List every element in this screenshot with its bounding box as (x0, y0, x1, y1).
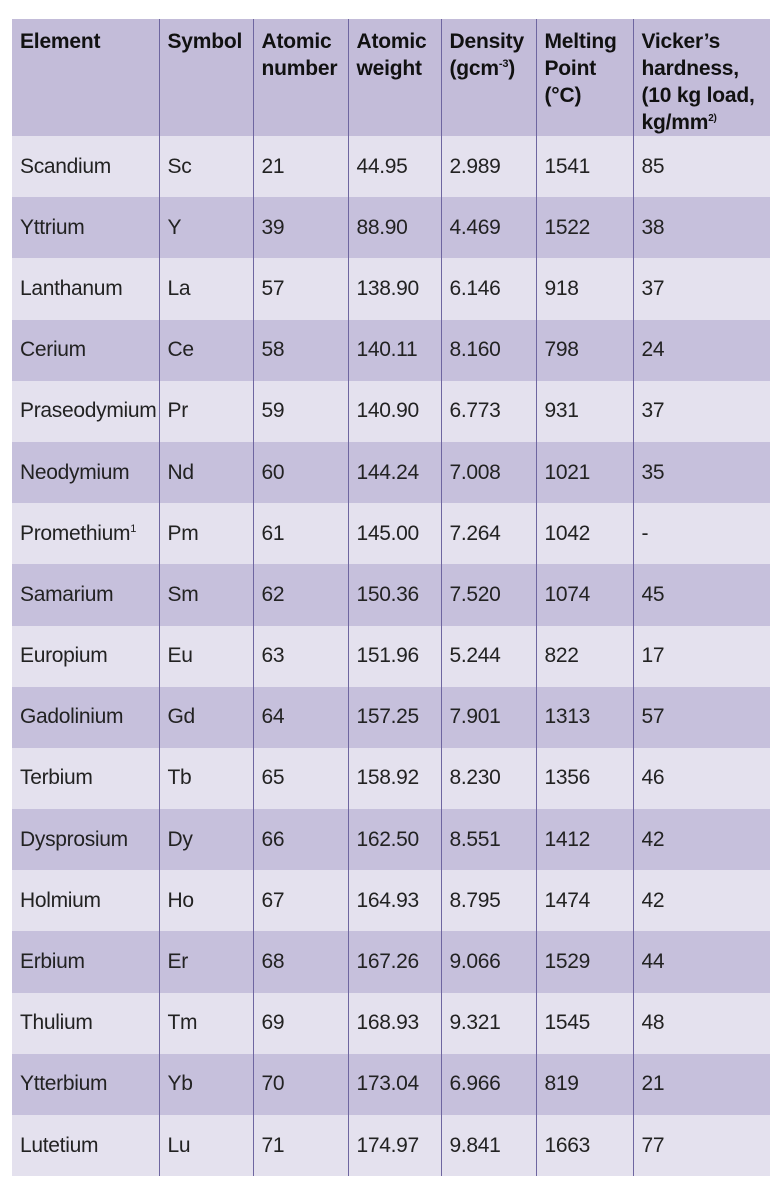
melting-point-cell-text: 1356 (544, 766, 591, 790)
density-cell-text: 7.008 (449, 460, 501, 484)
density-cell-text: 8.230 (449, 766, 501, 790)
symbol-cell (159, 197, 253, 258)
density-cell (441, 503, 536, 564)
hardness-cell-text: 21 (641, 1072, 665, 1096)
melting-point-cell (536, 687, 633, 748)
hardness-cell (633, 564, 770, 625)
symbol-cell-text: Ho (167, 888, 194, 912)
melting-point-cell-text: 1541 (544, 154, 591, 178)
density-cell-text: 8.551 (449, 827, 501, 851)
hardness-cell (633, 626, 770, 687)
symbol-cell-text: Gd (167, 705, 195, 729)
atomic-weight-cell (348, 809, 441, 870)
melting-point-cell-text: 1412 (544, 827, 591, 851)
density-cell (441, 197, 536, 258)
atomic-weight-cell (348, 931, 441, 992)
element-cell (12, 258, 159, 319)
melting-point-cell (536, 809, 633, 870)
atomic-weight-cell-text: 44.95 (356, 154, 408, 178)
atomic-number-cell (253, 687, 348, 748)
header-density-unit: (gcm (449, 57, 499, 80)
atomic-number-cell-text: 63 (261, 644, 285, 668)
atomic-weight-cell-text: 164.93 (356, 888, 419, 912)
atomic-weight-cell-text: 140.11 (356, 338, 418, 362)
density-cell (441, 136, 536, 197)
density-cell-text: 6.773 (449, 399, 501, 423)
table-header (12, 19, 770, 136)
hardness-cell (633, 1054, 770, 1115)
atomic-number-cell (253, 748, 348, 809)
density-cell-text: 9.841 (449, 1133, 501, 1157)
table-row (12, 687, 770, 748)
atomic-number-cell (253, 381, 348, 442)
header-hardness-line2: hardness, (641, 57, 739, 80)
element-cell-text: Thulium (20, 1011, 93, 1035)
symbol-cell-text: Eu (167, 644, 193, 668)
symbol-cell-text: Pr (167, 399, 188, 423)
melting-point-cell (536, 136, 633, 197)
symbol-cell (159, 809, 253, 870)
density-cell-text: 5.244 (449, 644, 501, 668)
symbol-cell (159, 626, 253, 687)
density-cell (441, 870, 536, 931)
atomic-weight-cell (348, 564, 441, 625)
header-melting-point-line3: (°C) (544, 84, 582, 107)
atomic-weight-cell (348, 870, 441, 931)
atomic-weight-cell-text: 144.24 (356, 460, 419, 484)
header-atomic-number-line1: Atomic (261, 30, 332, 53)
melting-point-cell-text: 798 (544, 338, 579, 362)
header-hardness-line1: Vicker’s (641, 30, 721, 53)
table-row (12, 870, 770, 931)
atomic-weight-cell (348, 1054, 441, 1115)
atomic-number-cell-text: 61 (261, 521, 285, 545)
melting-point-cell-text: 931 (544, 399, 579, 423)
hardness-cell (633, 136, 770, 197)
header-hardness-line3: (10 kg load, (641, 84, 755, 107)
density-cell-text: 9.066 (449, 950, 501, 974)
element-cell-text: Promethium (20, 521, 131, 545)
element-cell (12, 1054, 159, 1115)
melting-point-cell (536, 1115, 633, 1176)
melting-point-cell (536, 626, 633, 687)
header-melting-point-line1: Melting (544, 30, 617, 53)
density-cell-text: 8.795 (449, 888, 501, 912)
atomic-weight-cell (348, 442, 441, 503)
density-cell-text: 8.160 (449, 338, 501, 362)
symbol-cell-text: Ce (167, 338, 194, 362)
melting-point-cell-text: 1074 (544, 582, 591, 606)
density-cell (441, 993, 536, 1054)
hardness-cell-text: 42 (641, 827, 665, 851)
table-row (12, 564, 770, 625)
melting-point-cell (536, 993, 633, 1054)
melting-point-cell-text: 1545 (544, 1011, 591, 1035)
header-hardness (633, 19, 770, 136)
header-density-line1: Density (449, 30, 524, 53)
element-cell-text: Lutetium (20, 1133, 99, 1157)
rare-earth-properties-table-container (12, 19, 770, 1176)
symbol-cell (159, 258, 253, 319)
symbol-cell-text: Yb (167, 1072, 193, 1096)
density-cell (441, 687, 536, 748)
atomic-number-cell-text: 59 (261, 399, 285, 423)
table-row (12, 931, 770, 992)
table-row (12, 993, 770, 1054)
header-atomic-weight-line1: Atomic (356, 30, 427, 53)
hardness-cell (633, 931, 770, 992)
melting-point-cell-text: 1522 (544, 215, 591, 239)
element-cell (12, 381, 159, 442)
melting-point-cell (536, 1054, 633, 1115)
header-melting-point (536, 19, 633, 136)
density-cell (441, 1115, 536, 1176)
atomic-number-cell-text: 58 (261, 338, 285, 362)
table-row (12, 1115, 770, 1176)
atomic-number-cell (253, 993, 348, 1054)
header-hardness-exponent: 2) (708, 113, 717, 124)
atomic-weight-cell (348, 626, 441, 687)
density-cell-text: 6.146 (449, 276, 501, 300)
symbol-cell-text: Sm (167, 582, 199, 606)
atomic-number-cell-text: 62 (261, 582, 285, 606)
atomic-number-cell (253, 931, 348, 992)
melting-point-cell (536, 320, 633, 381)
element-cell (12, 136, 159, 197)
atomic-weight-cell-text: 138.90 (356, 276, 419, 300)
atomic-number-cell (253, 197, 348, 258)
atomic-number-cell-text: 39 (261, 215, 285, 239)
table-row (12, 136, 770, 197)
density-cell (441, 748, 536, 809)
element-cell (12, 1115, 159, 1176)
atomic-number-cell (253, 626, 348, 687)
melting-point-cell (536, 442, 633, 503)
symbol-cell (159, 1054, 253, 1115)
atomic-number-cell-text: 68 (261, 950, 285, 974)
hardness-cell-text: 46 (641, 766, 665, 790)
atomic-weight-cell (348, 258, 441, 319)
density-cell (441, 564, 536, 625)
footnote-marker: 1 (130, 522, 137, 535)
melting-point-cell-text: 1529 (544, 950, 591, 974)
symbol-cell-text: La (167, 276, 191, 300)
symbol-cell (159, 993, 253, 1054)
atomic-number-cell (253, 136, 348, 197)
table-row (12, 626, 770, 687)
element-cell-text: Terbium (20, 766, 93, 790)
atomic-number-cell-text: 71 (261, 1133, 285, 1157)
symbol-cell-text: Sc (167, 154, 192, 178)
hardness-cell-text: 42 (641, 888, 665, 912)
atomic-number-cell (253, 809, 348, 870)
element-cell (12, 748, 159, 809)
hardness-cell (633, 809, 770, 870)
hardness-cell (633, 442, 770, 503)
symbol-cell-text: Dy (167, 827, 193, 851)
hardness-cell-text: 24 (641, 338, 665, 362)
symbol-cell (159, 870, 253, 931)
hardness-cell (633, 687, 770, 748)
melting-point-cell-text: 819 (544, 1072, 579, 1096)
header-row (12, 19, 770, 136)
melting-point-cell (536, 931, 633, 992)
element-cell-text: Ytterbium (20, 1072, 108, 1096)
symbol-cell-text: Tm (167, 1011, 198, 1035)
hardness-cell (633, 1115, 770, 1176)
header-melting-point-line2: Point (544, 57, 596, 80)
element-cell-text: Gadolinium (20, 705, 124, 729)
atomic-weight-cell-text: 162.50 (356, 827, 419, 851)
atomic-number-cell-text: 70 (261, 1072, 285, 1096)
element-cell-text: Holmium (20, 888, 101, 912)
table-row (12, 381, 770, 442)
density-cell-text: 6.966 (449, 1072, 501, 1096)
density-cell (441, 442, 536, 503)
density-cell (441, 320, 536, 381)
header-hardness-line4: kg/mm (641, 111, 709, 134)
hardness-cell (633, 381, 770, 442)
element-cell-text: Neodymium (20, 460, 130, 484)
melting-point-cell-text: 1474 (544, 888, 591, 912)
atomic-number-cell (253, 1054, 348, 1115)
density-cell-text: 9.321 (449, 1011, 501, 1035)
atomic-weight-cell-text: 150.36 (356, 582, 419, 606)
density-cell-text: 7.264 (449, 521, 501, 545)
table-body (12, 136, 770, 1176)
header-atomic-weight (348, 19, 441, 136)
element-cell (12, 993, 159, 1054)
atomic-weight-cell-text: 167.26 (356, 950, 419, 974)
density-cell (441, 931, 536, 992)
atomic-number-cell (253, 870, 348, 931)
atomic-number-cell (253, 564, 348, 625)
hardness-cell-text: 45 (641, 582, 665, 606)
atomic-weight-cell (348, 687, 441, 748)
hardness-cell-text: 85 (641, 154, 665, 178)
element-cell (12, 442, 159, 503)
atomic-number-cell-text: 64 (261, 705, 285, 729)
symbol-cell (159, 442, 253, 503)
atomic-weight-cell-text: 88.90 (356, 215, 408, 239)
melting-point-cell (536, 381, 633, 442)
atomic-weight-cell-text: 173.04 (356, 1072, 419, 1096)
hardness-cell-text: - (641, 521, 649, 545)
symbol-cell (159, 931, 253, 992)
melting-point-cell (536, 564, 633, 625)
element-cell (12, 320, 159, 381)
symbol-cell-text: Er (167, 950, 188, 974)
element-cell-text: Scandium (20, 154, 111, 178)
header-density (441, 19, 536, 136)
element-cell-text: Dysprosium (20, 827, 128, 851)
symbol-cell-text: Nd (167, 460, 194, 484)
symbol-cell (159, 748, 253, 809)
element-cell-text: Erbium (20, 950, 85, 974)
header-element (12, 19, 159, 136)
header-symbol (159, 19, 253, 136)
hardness-cell (633, 197, 770, 258)
melting-point-cell-text: 1663 (544, 1133, 591, 1157)
element-cell-text: Lanthanum (20, 276, 123, 300)
header-symbol-label: Symbol (167, 30, 243, 53)
hardness-cell (633, 993, 770, 1054)
atomic-weight-cell (348, 503, 441, 564)
hardness-cell (633, 870, 770, 931)
hardness-cell (633, 503, 770, 564)
symbol-cell-text: Y (167, 215, 182, 239)
atomic-number-cell-text: 65 (261, 766, 285, 790)
element-cell-text: Yttrium (20, 215, 85, 239)
table-row (12, 1054, 770, 1115)
rare-earth-properties-table (12, 19, 770, 1176)
element-cell (12, 809, 159, 870)
element-cell (12, 626, 159, 687)
density-cell (441, 381, 536, 442)
atomic-weight-cell-text: 168.93 (356, 1011, 419, 1035)
element-cell-text: Cerium (20, 338, 86, 362)
table-row (12, 258, 770, 319)
table-row (12, 197, 770, 258)
melting-point-cell (536, 870, 633, 931)
table-row (12, 809, 770, 870)
atomic-number-cell-text: 66 (261, 827, 285, 851)
density-cell-text: 2.989 (449, 154, 501, 178)
hardness-cell-text: 37 (641, 276, 665, 300)
atomic-weight-cell (348, 320, 441, 381)
atomic-number-cell-text: 21 (261, 154, 285, 178)
symbol-cell (159, 320, 253, 381)
density-cell (441, 626, 536, 687)
melting-point-cell (536, 258, 633, 319)
symbol-cell (159, 381, 253, 442)
density-cell (441, 1054, 536, 1115)
melting-point-cell-text: 1042 (544, 521, 591, 545)
atomic-number-cell (253, 442, 348, 503)
atomic-weight-cell (348, 381, 441, 442)
hardness-cell-text: 17 (641, 644, 665, 668)
table-row (12, 320, 770, 381)
atomic-weight-cell-text: 158.92 (356, 766, 419, 790)
symbol-cell (159, 564, 253, 625)
hardness-cell-text: 77 (641, 1133, 665, 1157)
atomic-number-cell (253, 503, 348, 564)
header-density-exponent: -3 (498, 58, 509, 70)
atomic-number-cell-text: 69 (261, 1011, 285, 1035)
atomic-weight-cell (348, 1115, 441, 1176)
atomic-weight-cell (348, 136, 441, 197)
atomic-weight-cell (348, 748, 441, 809)
atomic-weight-cell-text: 140.90 (356, 399, 419, 423)
density-cell (441, 258, 536, 319)
table-row (12, 503, 770, 564)
atomic-weight-cell (348, 197, 441, 258)
atomic-number-cell (253, 1115, 348, 1176)
element-cell (12, 503, 159, 564)
atomic-number-cell-text: 57 (261, 276, 285, 300)
element-cell-text: Praseodymium (20, 399, 157, 423)
atomic-weight-cell-text: 151.96 (356, 644, 419, 668)
table-row (12, 442, 770, 503)
element-cell (12, 870, 159, 931)
symbol-cell (159, 136, 253, 197)
element-cell (12, 564, 159, 625)
melting-point-cell (536, 197, 633, 258)
melting-point-cell-text: 1021 (544, 460, 591, 484)
symbol-cell-text: Pm (167, 521, 199, 545)
element-cell-text: Europium (20, 644, 108, 668)
hardness-cell-text: 48 (641, 1011, 665, 1035)
atomic-weight-cell-text: 157.25 (356, 705, 419, 729)
header-atomic-weight-line2: weight (356, 57, 422, 80)
atomic-weight-cell-text: 174.97 (356, 1133, 419, 1157)
header-density-unit-close: ) (508, 57, 516, 80)
symbol-cell (159, 687, 253, 748)
melting-point-cell-text: 822 (544, 644, 579, 668)
element-cell (12, 687, 159, 748)
atomic-weight-cell-text: 145.00 (356, 521, 419, 545)
density-cell-text: 7.901 (449, 705, 501, 729)
atomic-weight-cell (348, 993, 441, 1054)
hardness-cell-text: 44 (641, 950, 665, 974)
atomic-number-cell (253, 320, 348, 381)
element-cell (12, 197, 159, 258)
density-cell-text: 4.469 (449, 215, 501, 239)
density-cell-text: 7.520 (449, 582, 501, 606)
symbol-cell (159, 503, 253, 564)
header-element-label: Element (20, 30, 101, 53)
symbol-cell-text: Tb (167, 766, 192, 790)
hardness-cell-text: 57 (641, 705, 665, 729)
symbol-cell (159, 1115, 253, 1176)
hardness-cell-text: 35 (641, 460, 665, 484)
atomic-number-cell-text: 67 (261, 888, 285, 912)
hardness-cell (633, 258, 770, 319)
melting-point-cell-text: 918 (544, 276, 579, 300)
atomic-number-cell-text: 60 (261, 460, 285, 484)
hardness-cell (633, 320, 770, 381)
table-row (12, 748, 770, 809)
header-atomic-number (253, 19, 348, 136)
density-cell (441, 809, 536, 870)
symbol-cell-text: Lu (167, 1133, 191, 1157)
hardness-cell-text: 37 (641, 399, 665, 423)
melting-point-cell (536, 503, 633, 564)
hardness-cell (633, 748, 770, 809)
element-cell (12, 931, 159, 992)
melting-point-cell-text: 1313 (544, 705, 591, 729)
element-cell-text: Samarium (20, 582, 114, 606)
hardness-cell-text: 38 (641, 215, 665, 239)
melting-point-cell (536, 748, 633, 809)
atomic-number-cell (253, 258, 348, 319)
header-atomic-number-line2: number (261, 57, 338, 80)
